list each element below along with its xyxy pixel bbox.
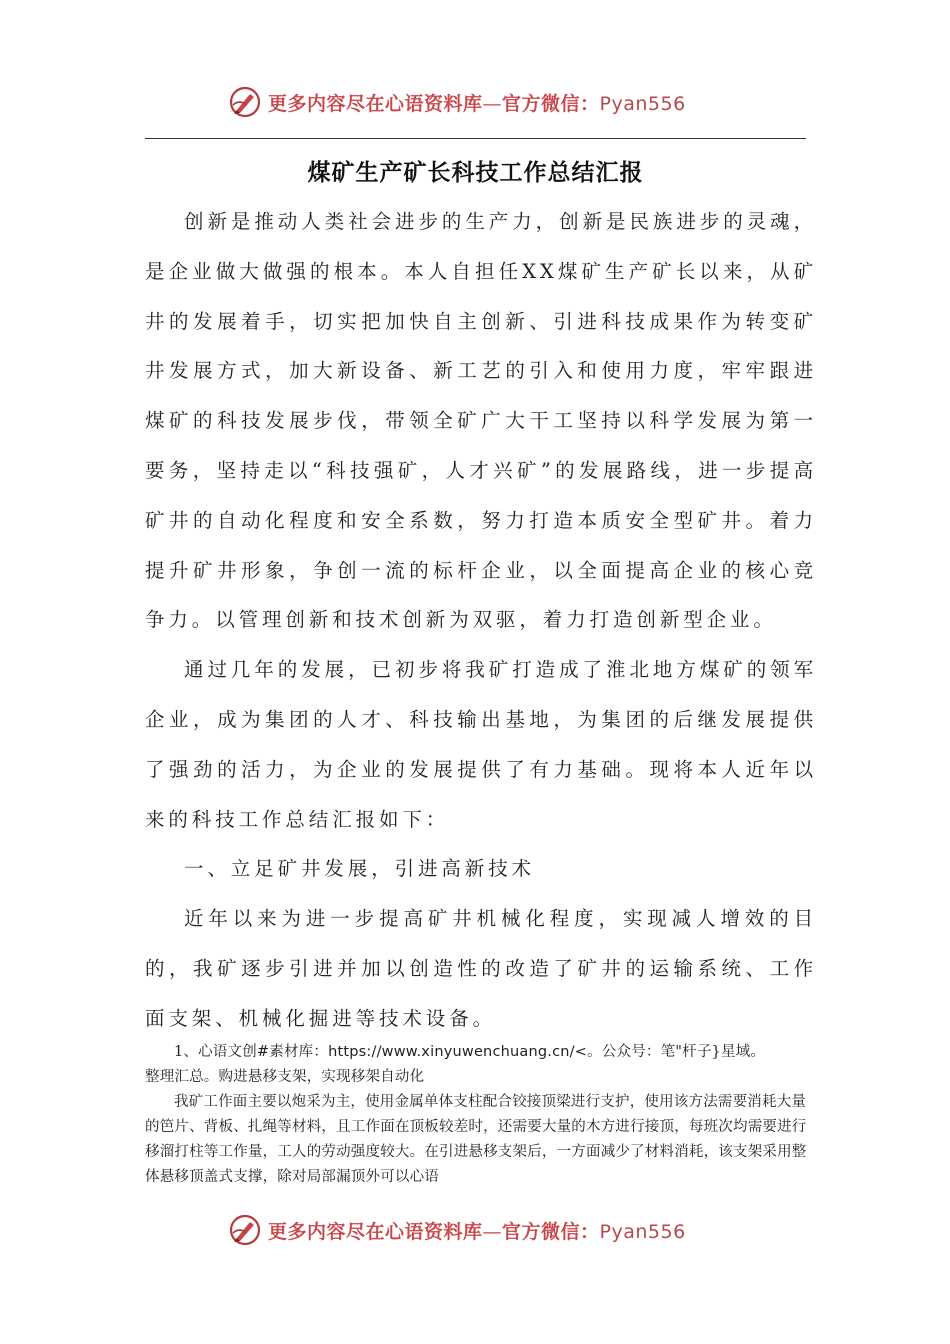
pen-logo-icon — [228, 1213, 262, 1247]
header-divider — [145, 138, 806, 139]
header-banner — [228, 82, 748, 122]
page-title: 煤矿生产矿长科技工作总结汇报 — [307, 159, 644, 186]
footnote-line: 1、心语文创#素材库：https://www.xinyuwenchuang.cn/<。公众号：笔"杆子}星域。 — [174, 1044, 766, 1060]
footnote-block — [145, 1040, 809, 1190]
pen-logo-icon — [228, 85, 262, 119]
footnote-paragraph: 我矿工作面主要以炮采为主，使用金属单体支柱配合铰接顶梁进行支护，使用该方法需要消耗大量的笆片、背板、扎绳等材料，且工作面在顶板较差时，还需要大量的木方进行接顶，每班次均需要进行移溜打柱等工作量，工人的劳动强度较大。在引进悬移支架后，一方面减少了材料消耗，该支架采用整体悬移顶盖式支撑，除对局部漏顶外可以心语 — [145, 1094, 807, 1185]
banner-text: 更多内容尽在心语资料库—官方微信：Pyan556 — [268, 92, 686, 115]
footer-banner — [228, 1210, 748, 1250]
source-link[interactable]: https://www.xinyuwenchuang.cn/< — [328, 1044, 588, 1060]
banner-text: 更多内容尽在心语资料库—官方微信：Pyan556 — [268, 1220, 686, 1243]
paragraph: 近年以来为进一步提高矿井机械化程度，实现减人增效的目的，我矿逐步引进并加以创造性的改造了矿井的运输系统、工作面支架、机械化掘进等技术设备。 — [145, 907, 817, 1030]
footnote-subheading: 整理汇总。购进悬移支架，实现移架自动化 — [145, 1069, 425, 1085]
paragraph: 创新是推动人类社会进步的生产力，创新是民族进步的灵魂，是企业做大做强的根本。本人自担任XX煤矿生产矿长以来，从矿井的发展着手，切实把加快自主创新、引进科技成果作为转变矿井发展方式，加大新设备、新工艺的引入和使用力度，牢牢跟进煤矿的科技发展步伐，带领全矿广大干工坚持以科学发展为第一要务，坚持走以“科技强矿，人才兴矿”的发展路线，进一步提高矿井的自动化程度和安全系数，努力打造本质安全型矿井。着力提升矿井形象，争创一流的标杆企业，以全面提高企业的核心竞争力。以管理创新和技术创新为双驱，着力打造创新型企业。 — [145, 210, 817, 632]
section-heading: 一、立足矿井发展，引进高新技术 — [184, 857, 536, 881]
document-body — [145, 197, 817, 1044]
paragraph: 通过几年的发展，已初步将我矿打造成了淮北地方煤矿的领军企业，成为集团的人才、科技输出基地，为集团的后继发展提供了强劲的活力，为企业的发展提供了有力基础。现将本人近年以来的科技工作总结汇报如下： — [145, 658, 817, 831]
